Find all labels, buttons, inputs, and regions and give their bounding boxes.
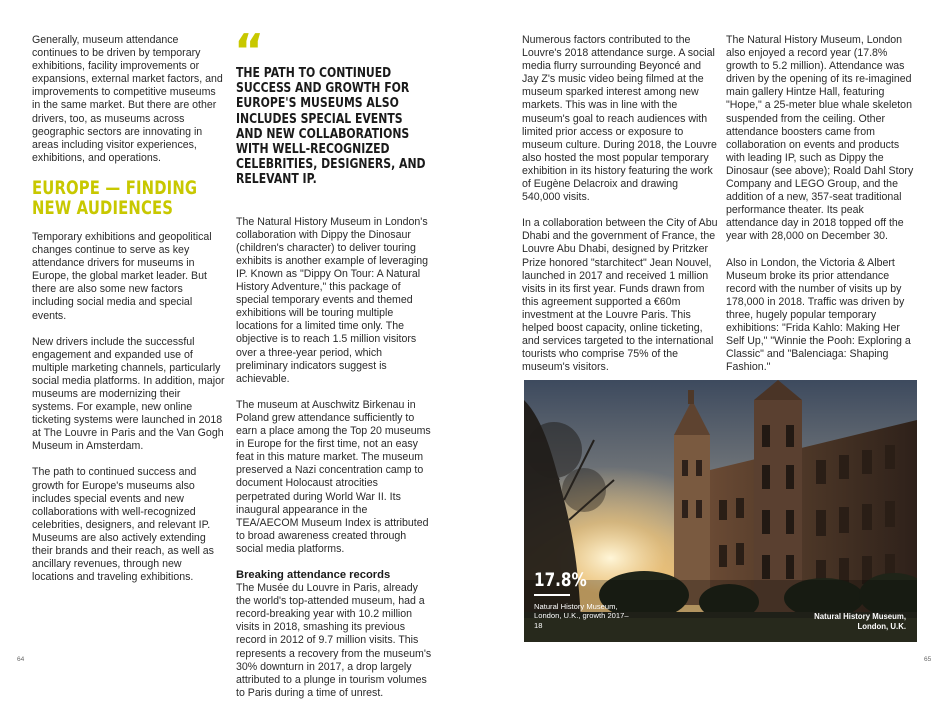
stat-divider (534, 594, 570, 596)
stat-value: 17.8% (534, 569, 587, 591)
intro-paragraph: Generally, museum attendance continues to be driven by temporary exhibitions, facility improvements or expansions, external market factors, and improvements to competitive museums in the same market. But there are other drivers, too, as museums across geographic sectors are innovating in areas including visitor experiences, exhibitions, and operations. (32, 34, 223, 164)
column-2 (234, 24, 432, 713)
body-paragraph: The Musée du Louvre in Paris, already the world's top-attended museum, had a record-breaking year with 10.2 million visits in 2018, smashing its previous record in 2012 of 9.7 million visits. This represents a recovery from the museum's 30% downturn in 2017, a drop largely attributed to a plunge in tourism volumes to Paris during a time of unrest. (236, 582, 432, 699)
pull-quote: THE PATH TO CONTINUED SUCCESS AND GROWTH FOR EUROPE'S MUSEUMS ALSO INCLUDES SPECIAL EVENTS AND NEW COLLABORATIONS WITH WELL-RECOGNIZED CELEBRITIES, DESIGNERS, AND RELEVANT IP. (236, 65, 426, 188)
body-paragraph: The path to continued success and growth for Europe's museums also includes special events and new collaborations with well-recognized celebrities, designers, and relevant IP. Museums are also actively extending their brands and their reach, as well as ancillary revenues, through new locations and traveling exhibitions. (32, 466, 214, 584)
body-paragraph: Numerous factors contributed to the Louvre's 2018 attendance surge. A social media flurry surrounding Beyoncé and Jay Z's music video being filmed at the museum sparked interest among new markets. This was in line with the museum's goal to reach audiences with limited prior access or exposure to museum culture. During 2018, the Louvre also hosted the most popular temporary exhibition in its history featuring the work of Eugène Delacroix and drawing 540,000 visits. (522, 34, 717, 204)
subheading: Breaking attendance records (236, 568, 391, 581)
body-paragraph: New drivers include the successful engagement and expanded use of multiple marketing channels, particularly social media platforms. In addition, major museums are modernizing their systems. For example, new online ticketing systems were launched in 2018 at The Louvre in Paris and the Van Gogh Museum in Amsterdam. (32, 335, 225, 453)
section-heading: EUROPE — FINDING NEW AUDIENCES (32, 176, 198, 219)
body-paragraph: The Natural History Museum, London also enjoyed a record year (17.8% growth to 5.2 million). Attendance was driven by the opening of its re-imagined main gallery Hintze Hall, featuring "Hope," a 25-meter blue whale skeleton suspended from the ceiling. Other attendance boosters came from collaboration on events and products with leading IP, such as Dippy the Dinosaur (see above); Roald Dahl Story Company and LEGO Group, and the addition of a new, 357-seat traditional performance theater. Its peak attendance day in 2018 topped off the year with 28,000 on December 30. (726, 34, 914, 243)
quote-icon: “ (234, 24, 265, 78)
stat-caption: Natural History Museum, London, U.K., growth 2017–18 (534, 601, 629, 630)
body-paragraph: The Natural History Museum in London's collaboration with Dippy the Dinosaur (children's character) to deliver touring exhibits is another example of leveraging IP. Known as "Dippy On Tour: A Natural History Adventure," this package of special temporary events and themed exhibitions will be touring multiple locations for a limited time only. The objective is to reach 1.5 million visitors over a three-year period, which preliminary indicators suggest is achievable. (236, 215, 428, 385)
body-paragraph: In a collaboration between the City of Abu Dhabi and the government of France, the Louvre Abu Dhabi, designed by Pritzker Prize honored "starchitect" Jean Nouvel, launched in 2017 and received 1 million visits in its first year. Funds drawn from this agreement supported a €60m investment at the Louvre Paris. This helped boost capacity, online ticketing, and services targeted to the international tourists who comprise 75% of the museum's visitors. (522, 217, 718, 374)
page-number-right: 65 (924, 656, 932, 663)
body-paragraph: The museum at Auschwitz Birkenau in Poland grew attendance sufficiently to earn a place among the Top 20 museums in Europe for the first time, not an easy feat in this mature market. The museum preserved a Nazi concentration camp to document Holocaust atrocities perpetrated during World War II. Its inaugural appearance in the TEA/AECOM Museum Index is attributed to broad awareness created through social media platforms. (236, 398, 431, 555)
body-paragraph: Also in London, the Victoria & Albert Museum broke its prior attendance record with the number of visits up by 178,000 in 2018. Traffic was driven by three, hugely popular temporary exhibitions: "Frida Kahlo: Making Her Self Up," "Winnie the Pooh: Exploring a Classic" and "Balenciaga: Shaping Fashion." (726, 256, 911, 374)
stat-callout (534, 570, 629, 630)
photo-caption: Natural History Museum, London, U.K. (814, 612, 906, 631)
page-number-left: 64 (17, 656, 25, 663)
column-1 (32, 34, 225, 597)
body-paragraph: Temporary exhibitions and geopolitical changes continue to serve as key attendance drivers for museums in Europe, the global market leader. But there are also some new factors including social media and special events. (32, 230, 212, 322)
column-4 (726, 34, 918, 387)
column-3 (522, 34, 718, 387)
